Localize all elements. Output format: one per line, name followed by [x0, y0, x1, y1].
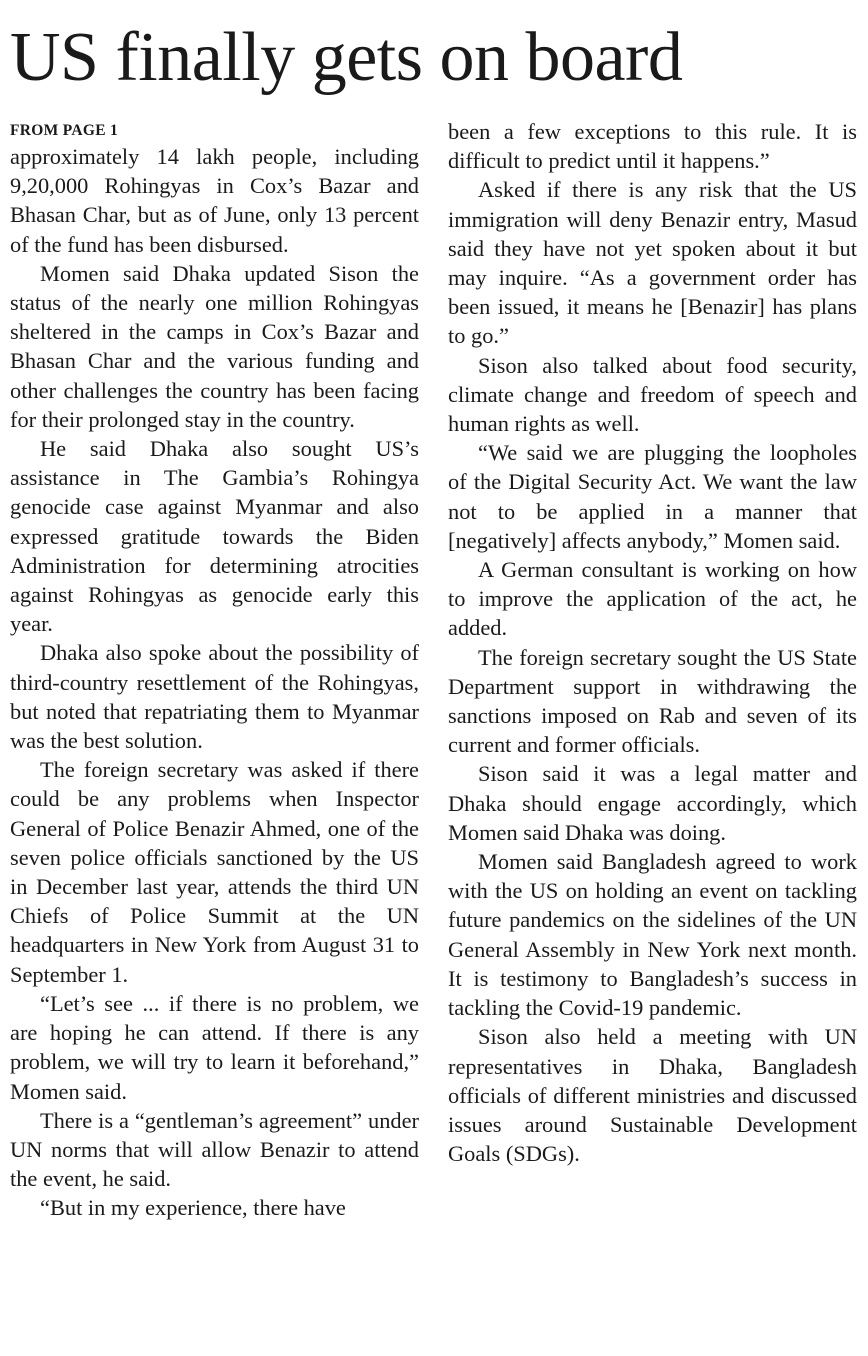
paragraph: been a few exceptions to this rule. It is difficult to predict until it happens.”: [448, 119, 857, 174]
paragraph: Sison also talked about food security, climate change and freedom of speech and human rights as well.: [448, 352, 857, 437]
paragraph: The foreign secretary sought the US State Department support in withdrawing the sanctions imposed on Rab and seven of its current and former officials.: [448, 644, 857, 758]
paragraph: The foreign secretary was asked if there could be any problems when Inspector General of Police Benazir Ahmed, one of the seven police officials sanctioned by the US in December last year, attends the third UN Chiefs of Police Summit at the UN headquarters in New York from August 31 to September 1.: [10, 757, 419, 987]
article-column-left: [10, 120, 419, 1223]
paragraph: Momen said Bangladesh agreed to work with the US on holding an event on tackling future pandemics on the sidelines of the UN General Assembly in New York next month. It is testimony to Bangladesh’s success in tackling the Covid-19 pandemic.: [448, 849, 857, 1021]
paragraph: Sison said it was a legal matter and Dhaka should engage accordingly, which Momen said Dhaka was doing.: [448, 761, 857, 845]
paragraph: A German consultant is working on how to improve the application of the act, he added.: [448, 557, 857, 641]
paragraph: Sison also held a meeting with UN representatives in Dhaka, Bangladesh officials of different ministries and discussed issues around Sustainable Development Goals (SDGs).: [448, 1024, 857, 1167]
paragraph: “Let’s see ... if there is no problem, we are hoping he can attend. If there is any problem, we will try to learn it beforehand,” Momen said.: [10, 990, 419, 1104]
paragraph: Dhaka also spoke about the possibility of third-country resettlement of the Rohingyas, but noted that repatriating them to Myanmar was the best solution.: [10, 640, 419, 754]
paragraph: He said Dhaka also sought US’s assistance in The Gambia’s Rohingya genocide case against Myanmar and also expressed gratitude towards the Biden Administration for determining atrocities against Rohingyas as genocide early this year.: [10, 436, 419, 637]
paragraph: “We said we are plugging the loopholes of the Digital Security Act. We want the law not to be applied in a manner that [negatively] affects anybody,” Momen said.: [448, 440, 857, 553]
kicker-from-page-1: FROM PAGE 1: [10, 122, 119, 139]
headline: US finally gets on board: [10, 19, 683, 96]
article-column-right: [448, 117, 857, 1168]
paragraph: There is a “gentleman’s agreement” under UN norms that will allow Benazir to attend the event, he said.: [10, 1107, 419, 1192]
paragraph: Asked if there is any risk that the US immigration will deny Benazir entry, Masud said they have not yet spoken about it but may inquire. “As a government order has been issued, it means he [Benazir] has plans to go.”: [448, 177, 857, 349]
paragraph: “But in my experience, there have: [40, 1195, 346, 1221]
paragraph: Momen said Dhaka updated Sison the status of the nearly one million Rohingyas sheltered in the camps in Cox’s Bazar and Bhasan Char and the various funding and other challenges the country has been facing for their prolonged stay in the country.: [10, 260, 419, 432]
paragraph: approximately 14 lakh people, including 9,20,000 Rohingyas in Cox’s Bazar and Bhasan Char, but as of June, only 13 percent of the fund has been disbursed.: [10, 144, 419, 257]
